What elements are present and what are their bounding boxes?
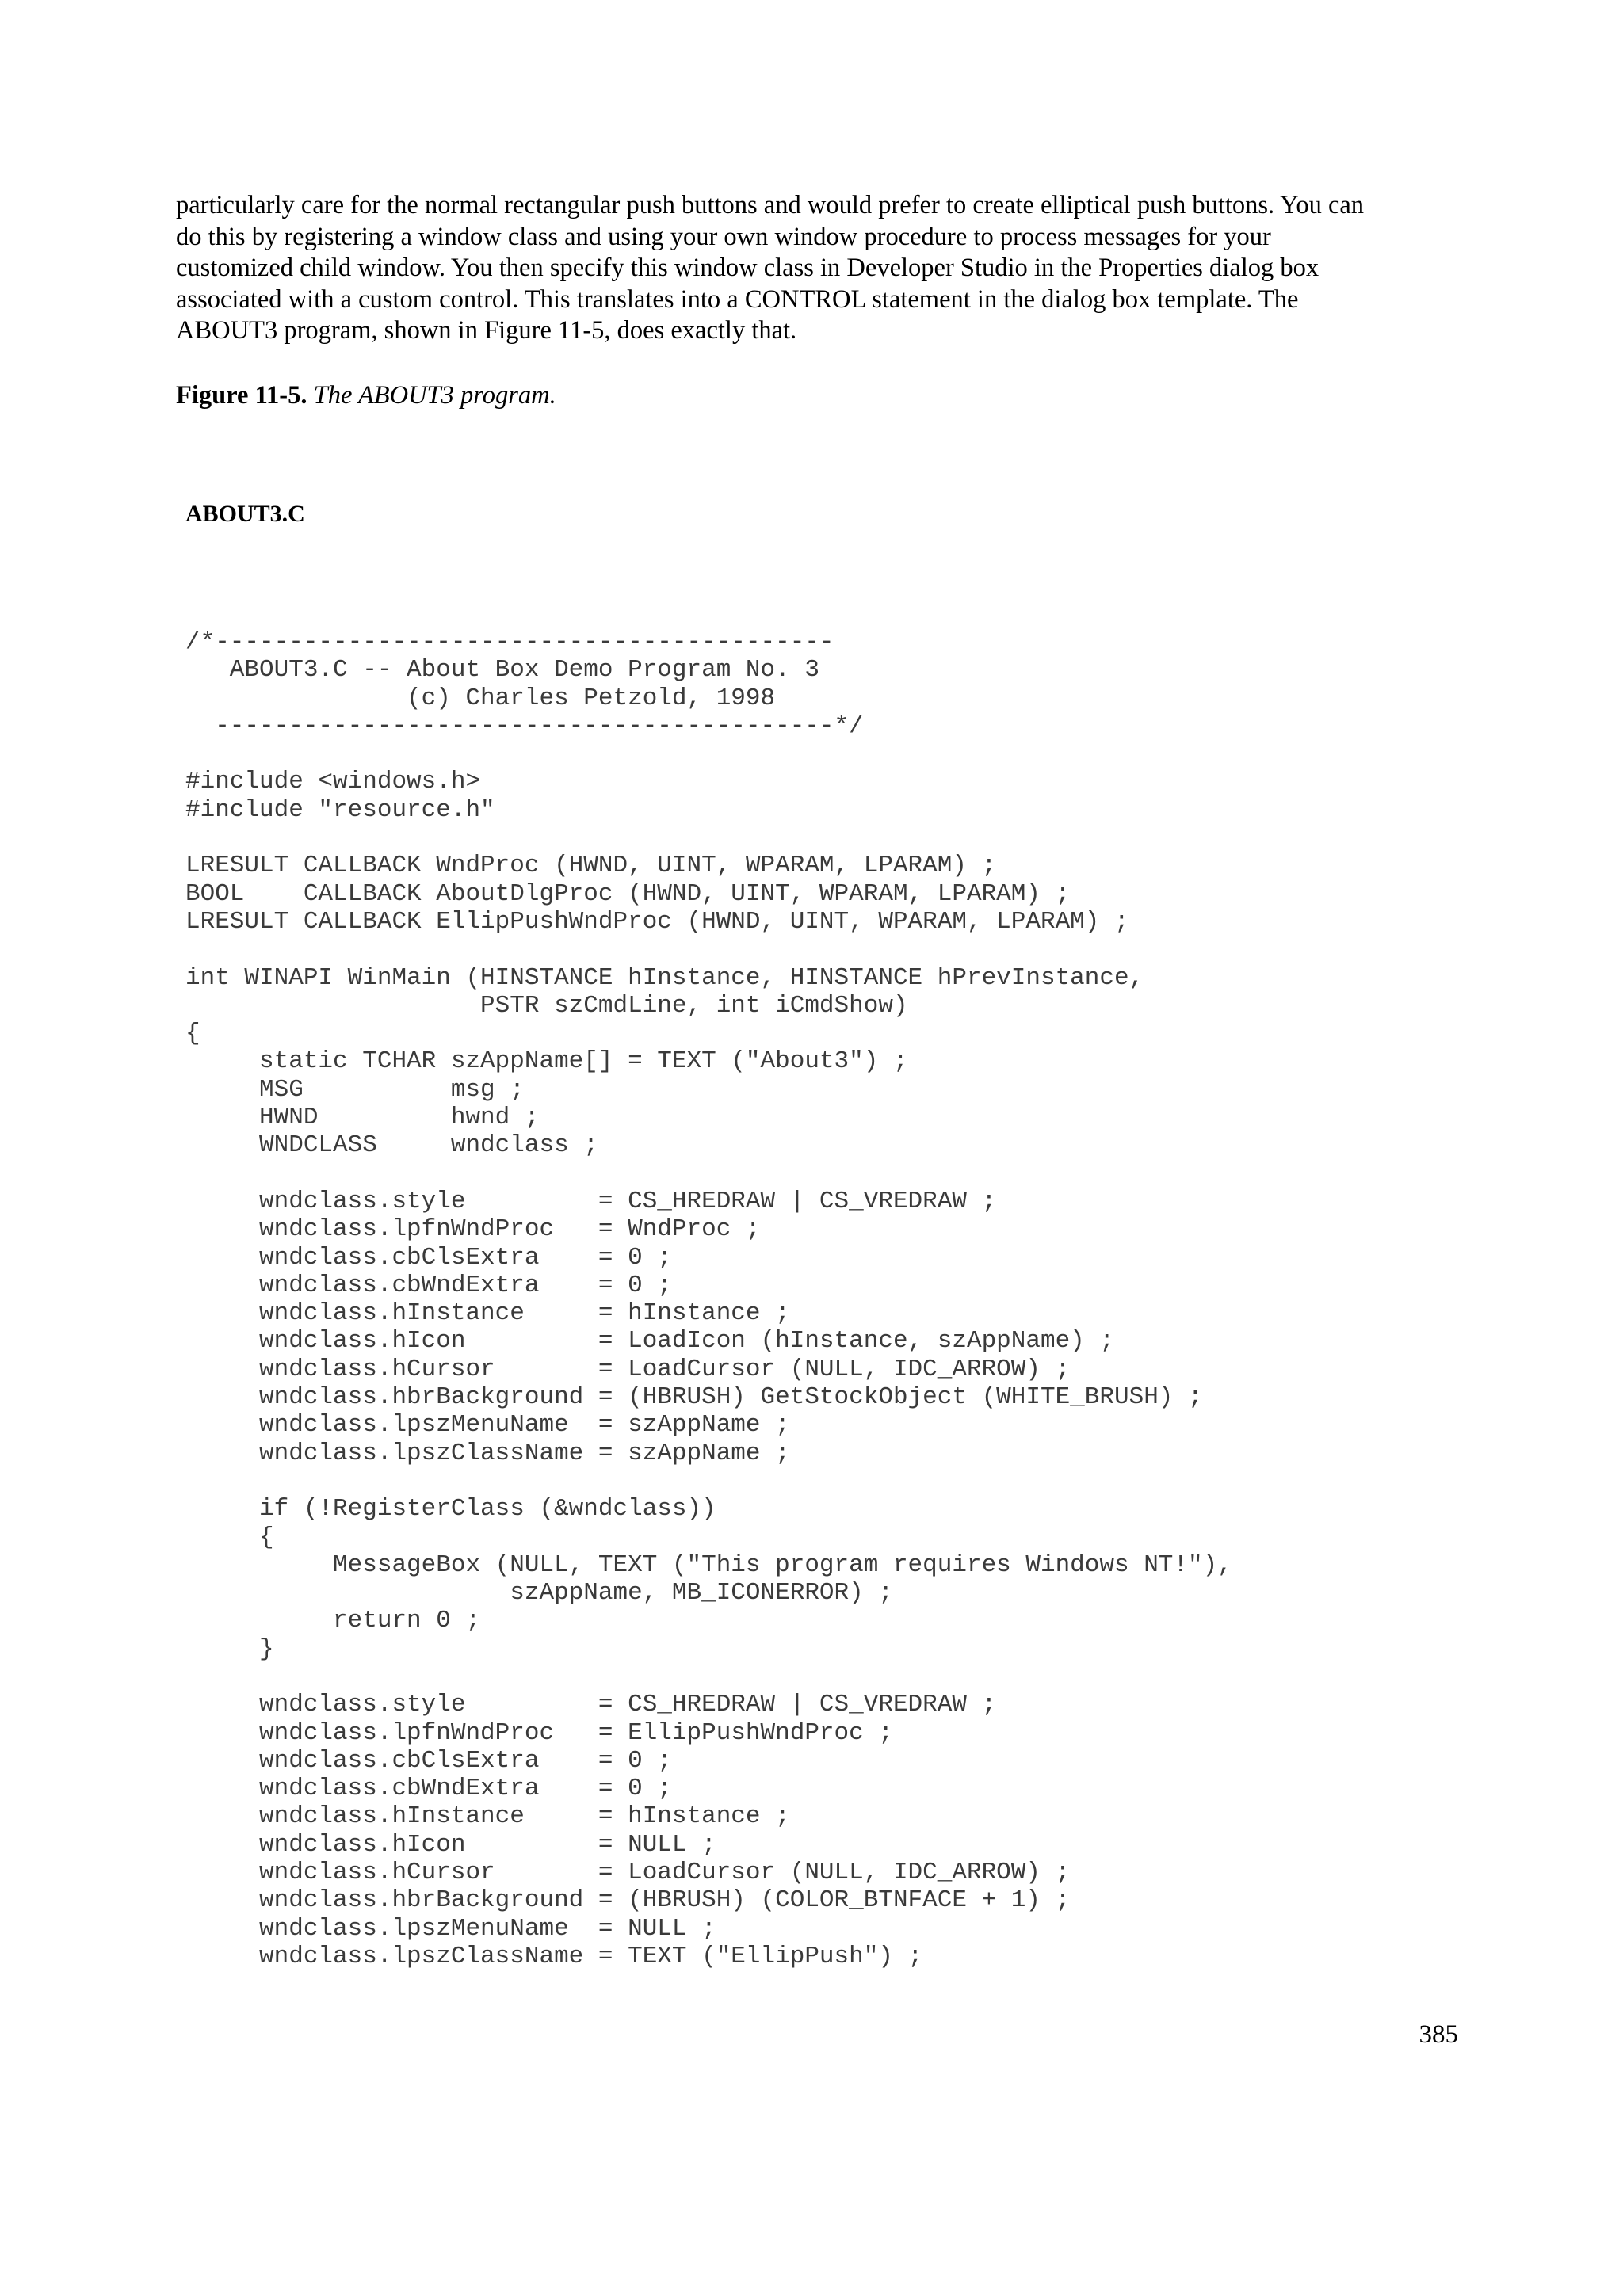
code-listing: /*------------------------------------------ ABOUT3.C -- About Box Demo Program No. 3 (c) Charles Petzold, 1998 ------------------------------------------*/ #include <windows.h> #include "resource.h" LRESULT CALLBACK WndProc (HWND, UINT, WPARAM, LPARAM) ; BOOL CALLBACK AboutDlgProc (HWND, UINT, WPARAM, LPARAM) ; LRESULT CALLBACK EllipPushWndProc (HWND, UINT, WPARAM, LPARAM) ; int WINAPI WinMain (HINSTANCE hInstance, HINSTANCE hPrevInstance, PSTR szCmdLine, int iCmdShow) { static TCHAR szAppName[] = TEXT ("About3") ; MSG msg ; HWND hwnd ; WNDCLASS wndclass ; wndclass.style = CS_HREDRAW | CS_VREDRAW ; wndclass.lpfnWndProc = WndProc ; wndclass.cbClsExtra = 0 ; wndclass.cbWndExtra = 0 ; wndclass.hInstance = hInstance ; wndclass.hIcon = LoadIcon (hInstance, szAppName) ; wndclass.hCursor = LoadCursor (NULL, IDC_ARROW) ; wndclass.hbrBackground = (HBRUSH) GetStockObject (WHITE_BRUSH) ; wndclass.lpszMenuName = szAppName ; wndclass.lpszClassName = szAppName ; if (!RegisterClass (&wndclass)) { MessageBox (NULL, TEXT ("This program requires Windows NT!"), szAppName, MB_ICONERROR) ; return 0 ; } wndclass.style = CS_HREDRAW | CS_VREDRAW ; wndclass.lpfnWndProc = EllipPushWndProc ; wndclass.cbClsExtra = 0 ; wndclass.cbWndExtra = 0 ; wndclass.hInstance = hInstance ; wndclass.hIcon = NULL ; wndclass.hCursor = LoadCursor (NULL, IDC_ARROW) ; wndclass.hbrBackground = (HBRUSH) (COLOR_BTNFACE + 1) ; wndclass.lpszMenuName = NULL ; wndclass.lpszClassName = TEXT ("EllipPush") ; bbox=[185, 628, 1232, 1970]
code-file-name: ABOUT3.C bbox=[185, 501, 305, 527]
figure-title: The ABOUT3 program. bbox=[313, 381, 556, 410]
body-paragraph: particularly care for the normal rectangular push buttons and would prefer to create elliptical push buttons. You can do this by registering a window class and using your own window procedure to process messages for your customized child window. You then specify this window class in Developer Studio in the Properties dialog box associated with a custom control. This translates into a CONTROL statement in the dialog box template. The ABOUT3 program, shown in Figure 11-5, does exactly that. bbox=[176, 191, 1365, 345]
figure-caption bbox=[176, 379, 556, 411]
page-number: 385 bbox=[1419, 2020, 1458, 2049]
figure-number: Figure 11-5. bbox=[176, 381, 307, 410]
